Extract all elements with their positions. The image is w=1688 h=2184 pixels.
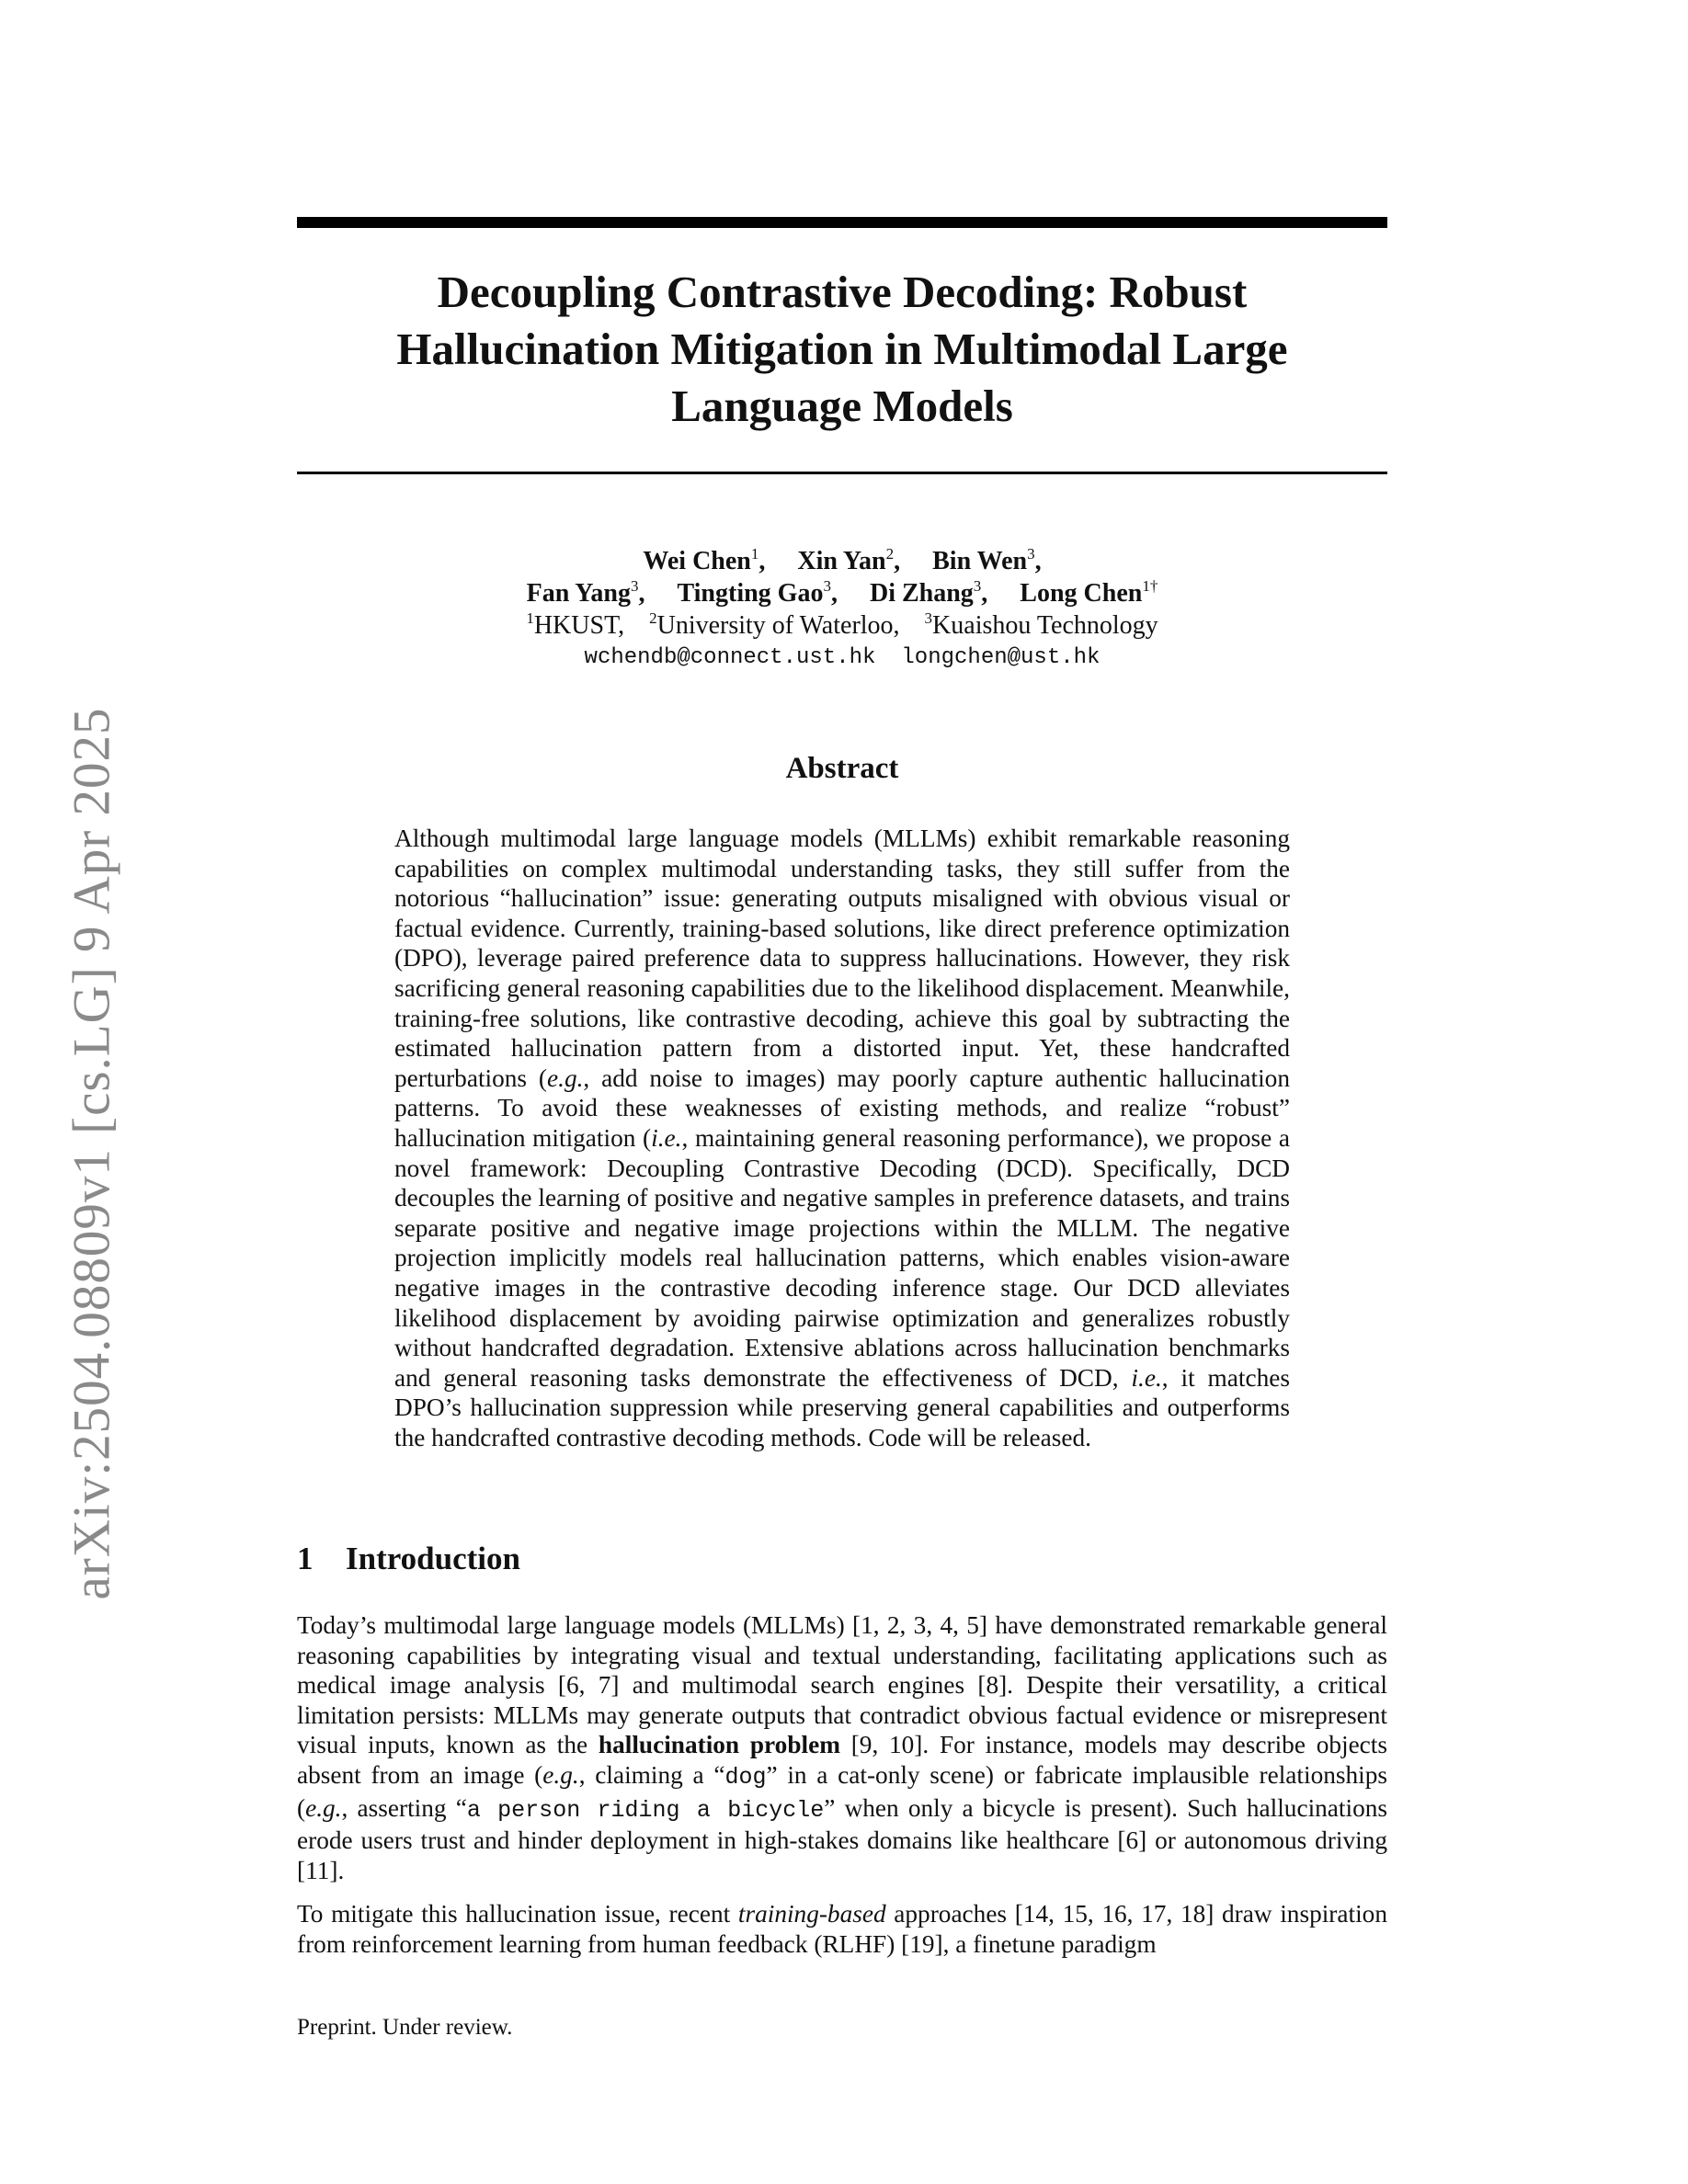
section-number: 1	[297, 1541, 314, 1576]
abstract-heading: Abstract	[785, 752, 899, 785]
title-bottom-rule	[297, 472, 1387, 474]
title-top-rule	[297, 217, 1387, 228]
author-name: Long Chen$^{1\dagger}$	[1020, 577, 1158, 608]
affiliation-line	[297, 609, 1387, 642]
abstract-text: Although multimodal large language models (MLLMs) exhibit remarkable reasoning capabilities on complex multimodal understanding tasks, they still suffer from the notorious “hallucination” issue: generating outputs misaligned with obvious visual or factual evidence. Currently, training-based solutions, like direct preference optimization (DPO), leverage paired preference data to suppress hallucinations. However, they risk sacrificing general reasoning capabilities due to the likelihood displacement. Meanwhile, training-free solutions, like contrastive decoding, achieve this goal by subtracting the estimated hallucination pattern from a distorted input. Yet, these handcrafted perturbations (e.g., add noise to images) may poorly capture authentic hallucination patterns. To avoid these weaknesses of existing methods, and realize “robust” hallucination mitigation (i.e., maintaining general reasoning performance), we propose a novel framework: Decoupling Contrastive Decoding (DCD). Specifically, DCD decouples the learning of positive and negative samples in preference datasets, and trains separate positive and negative image projections within the MLLM. The negative projection implicitly models real hallucination patterns, which enables vision-aware negative images in the contrastive decoding inference stage. Our DCD alleviates likelihood displacement by avoiding pairwise optimization and generalizes robustly without handcrafted degradation. Extensive ablations across hallucination benchmarks and general reasoning tasks demonstrate the effectiveness of DCD, i.e., it matches DPO’s hallucination suppression while preserving general capabilities and outperforms the handcrafted contrastive decoding methods. Code will be released.	[394, 825, 1290, 1451]
email-line	[297, 642, 1387, 674]
title-line: Hallucination Mitigation in Multimodal Large	[396, 324, 1288, 374]
paper-title	[297, 264, 1387, 435]
author-name: Di Zhang$^3$,	[869, 577, 988, 608]
author-name: Bin Wen$^3$,	[932, 545, 1042, 575]
title-line: Language Models	[671, 381, 1013, 431]
intro-paragraph-1: Today’s multimodal large language models (MLLMs) [1, 2, 3, 4, 5] have demonstrated remarkable general reasoning capabilities by integrating visual and textual understanding, facilitating applications such as medical image analysis [6, 7] and multimodal search engines [8]. Despite their versatility, a critical limitation persists: MLLMs may generate outputs that contradict obvious factual evidence or misrepresent visual inputs, known as the hallucination problem [9, 10]. For instance, models may describe objects absent from an image (e.g., claiming a “dog” in a cat-only scene) or fabricate implausible relationships (e.g., asserting “a person riding a bicycle” when only a bicycle is present). Such hallucinations erode users trust and hinder deployment in high-stakes domains like healthcare [6] or autonomous driving [11].	[297, 1611, 1388, 1884]
affiliation: $^1$HKUST,	[526, 609, 625, 640]
author-name: Fan Yang$^3$,	[526, 577, 645, 608]
author-line	[297, 545, 1387, 577]
section-heading-introduction	[297, 1541, 520, 1577]
preprint-footer: Preprint. Under review.	[297, 2015, 513, 2040]
author-block	[297, 545, 1387, 674]
author-name: Wei Chen$^1$,	[643, 545, 766, 575]
author-line	[297, 577, 1387, 609]
email-address[interactable]: wchendb@connect.ust.hk	[584, 645, 876, 670]
arxiv-identifier-stamp: arXiv:2504.08809v1 [cs.LG] 9 Apr 2025	[63, 707, 121, 1600]
section-title: Introduction	[346, 1541, 520, 1576]
email-address[interactable]: longchen@ust.hk	[901, 645, 1101, 670]
intro-paragraph-2: To mitigate this hallucination issue, recent training-based approaches [14, 15, 16, 17, 18] draw inspiration from reinforcement learning from human feedback (RLHF) [19], a finetune paradigm	[297, 1900, 1387, 1958]
author-name: Tingting Gao$^3$,	[677, 577, 838, 608]
affiliation: $^3$Kuaishou Technology	[924, 609, 1158, 640]
title-line: Decoupling Contrastive Decoding: Robust	[437, 267, 1248, 317]
author-name: Xin Yan$^2$,	[797, 545, 901, 575]
affiliation: $^2$University of Waterloo,	[649, 609, 900, 640]
